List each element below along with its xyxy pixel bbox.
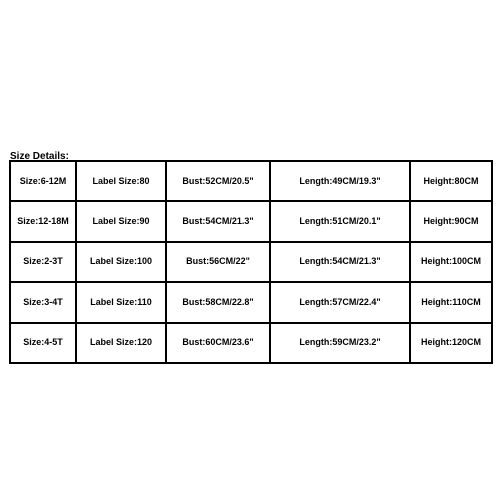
bust-cell: Bust:54CM/21.3" xyxy=(166,201,270,241)
table-row xyxy=(10,323,492,363)
label-size-cell: Label Size:90 xyxy=(76,201,166,241)
size-cell: Size:4-5T xyxy=(10,323,76,363)
table-row xyxy=(10,201,492,241)
bust-cell: Bust:52CM/20.5" xyxy=(166,161,270,201)
length-cell: Length:57CM/22.4" xyxy=(270,282,410,322)
bust-cell: Bust:60CM/23.6" xyxy=(166,323,270,363)
bust-cell: Bust:58CM/22.8" xyxy=(166,282,270,322)
size-cell: Size:3-4T xyxy=(10,282,76,322)
table-row xyxy=(10,242,492,282)
label-size-cell: Label Size:110 xyxy=(76,282,166,322)
height-cell: Height:80CM xyxy=(410,161,492,201)
size-cell: Size:2-3T xyxy=(10,242,76,282)
height-cell: Height:100CM xyxy=(410,242,492,282)
height-cell: Height:90CM xyxy=(410,201,492,241)
label-size-cell: Label Size:120 xyxy=(76,323,166,363)
bust-cell: Bust:56CM/22" xyxy=(166,242,270,282)
size-chart-table xyxy=(9,160,493,364)
length-cell: Length:59CM/23.2" xyxy=(270,323,410,363)
size-details-heading: Size Details: xyxy=(10,151,69,162)
table-row xyxy=(10,282,492,322)
length-cell: Length:51CM/20.1" xyxy=(270,201,410,241)
length-cell: Length:49CM/19.3" xyxy=(270,161,410,201)
label-size-cell: Label Size:80 xyxy=(76,161,166,201)
label-size-cell: Label Size:100 xyxy=(76,242,166,282)
length-cell: Length:54CM/21.3" xyxy=(270,242,410,282)
table-row xyxy=(10,161,492,201)
height-cell: Height:110CM xyxy=(410,282,492,322)
size-cell: Size:6-12M xyxy=(10,161,76,201)
height-cell: Height:120CM xyxy=(410,323,492,363)
size-cell: Size:12-18M xyxy=(10,201,76,241)
